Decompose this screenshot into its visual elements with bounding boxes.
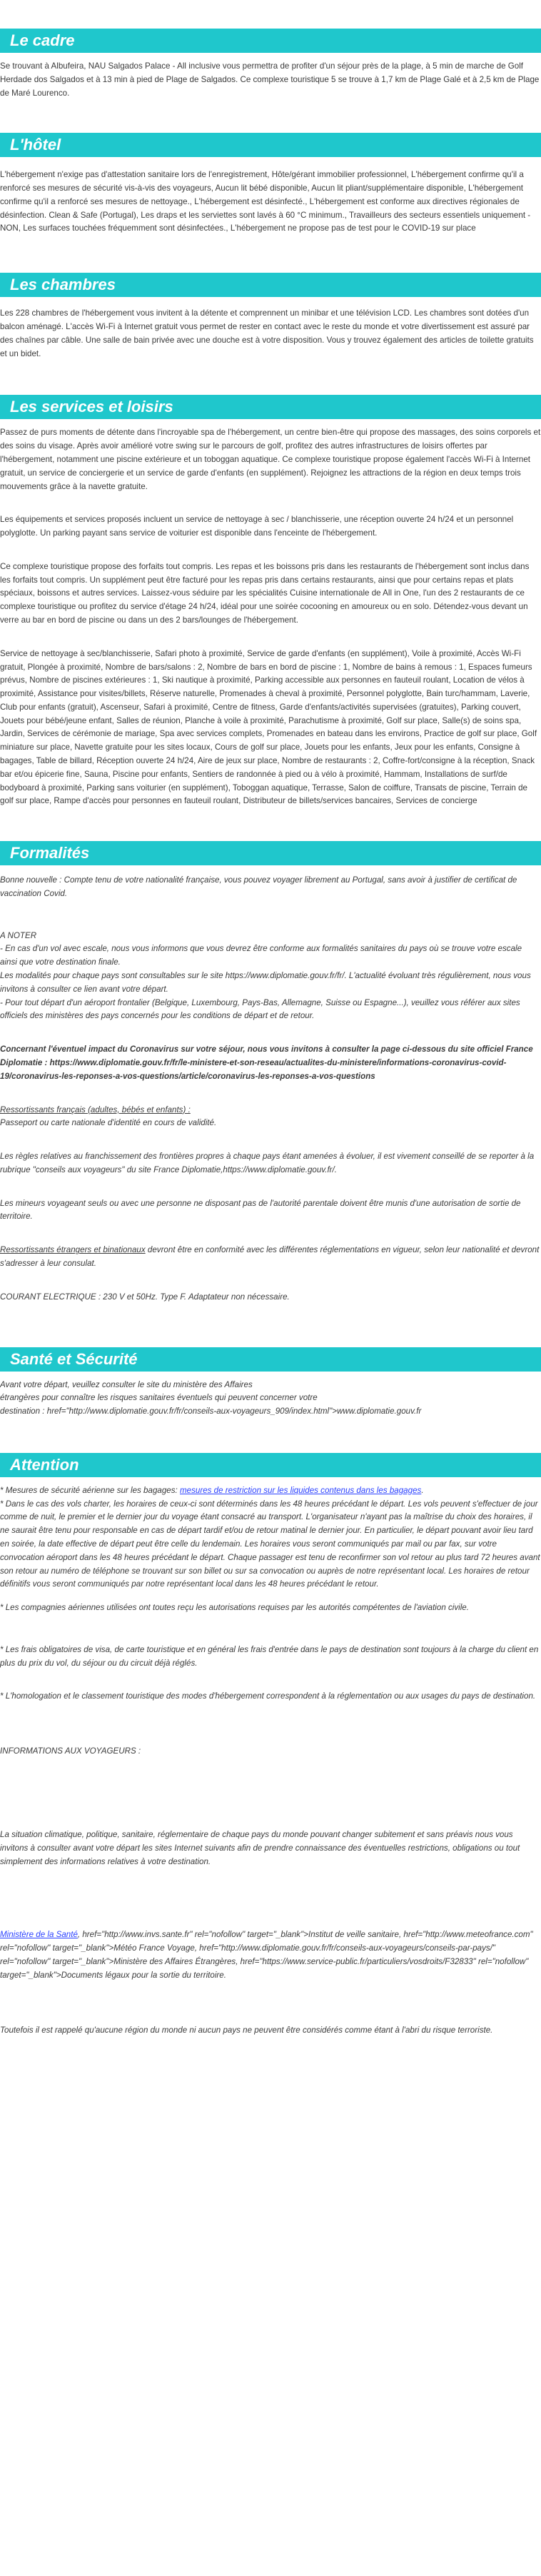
attention-paragraph-3: * Les compagnies aériennes utilisées ont toutes reçu les autorisations requises par les autorités compétentes de l'aviation civile. [0,1603,469,1613]
section-formalites [0,841,541,1321]
sante-text [0,1379,541,1419]
section-sante [0,1347,541,1436]
section-body-attention [0,1477,541,2054]
section-chambres [0,273,541,378]
formalites-note-heading: A NOTER [0,930,37,940]
section-title-cadre: Le cadre [0,29,541,53]
chambres-text: Les 228 chambres de l'hébergement vous invitent à la détente et comprennent un minibar et une télévision LCD. Les chambres sont dotées d'un balcon aménagé. L'accès Wi-Fi à Internet gratuit vous permet de rester en contact avec le reste du monde et votre divertissement est assuré par des chaînes par câble. Une salle de bain privée avec une douche est à votre disposition. Vous y trouvez également des articles de toilette gratuits et un bidet. [0,308,534,358]
services-paragraph-3: Ce complexe touristique propose des forfaits tout compris. Les repas et les boissons pris dans les restaurants de l'hébergement sont inclus dans les forfaits tout compris. Un supplément peut être facturé pour les repas pris dans certains restaurants, ainsi que pour certains repas et plats spéciaux, boissons et autres services. Laissez-vous séduire par les spécialités Cuisine internationale de All in One, l'un des 2 restaurants de ce complexe touristique ou profitez du service d'étage 24 h/24, idéal pour une soirée cocooning en amoureux ou en solo. Détendez-vous devant un verre au bar en bord de piscine ou dans un des 2 bars/lounges de l'hébergement. [0,561,530,625]
formalites-fr-heading: Ressortissants français (adultes, bébés et enfants) : [0,1105,191,1115]
formalites-rules: Les règles relatives au franchissement des frontières propres à chaque pays étant amenées à évoluer, il est vivement conseillé de se reporter à la rubrique "conseils aux voyageurs" du site France Diplomatie,https://www.diplomatie.gouv.fr/. [0,1152,535,1174]
section-title-formalites: Formalités [0,841,541,865]
section-body-sante [0,1372,541,1436]
hotel-text: L'hébergement n'exige pas d'attestation sanitaire lors de l'enregistrement, Hôte/gérant immobilier professionnel, L'hébergement confirme qu'il a renforcé ses mesures de sécurité vis-à-vis des voyageurs, Aucun lit bébé disponible, Aucun lit pliant/supplémentaire disponible, L'hébergement confirme qu'il a renforcé ses mesures de nettoyage., L'hébergement est désinfecté., L'hébergement est conforme aux directives régionales de désinfection. Clean & Safe (Portugal), Les draps et les serviettes sont lavés à 60 °C minimum., Travailleurs des secteurs essentiels uniquement - NON, Les surfaces touchées fréquemment sont désinfectées., L'hébergement ne propose pas de test pour le COVID-19 sur place [0,170,531,233]
section-title-chambres: Les chambres [0,273,541,297]
attention-paragraph-2: * Dans le cas des vols charter, les horaires de ceux-ci sont déterminés dans les 48 heures précédant le départ. Les vols peuvent s'effectuer de jour comme de nuit, le premier et le dernier jour du voyage étant consacré au transport. L'organisateur n'ayant pas la maîtrise du choix des horaires, il ne saurait être tenu pour responsable en cas de départ tardif et/ou de retour matinal le dernier jour. En particulier, le départ pouvant avoir lieu tard en soirée, la date effective de départ peut être celle du lendemain. Les horaires vous seront communiqués par mail ou par fax, sur votre convocation aéroport dans les 48 heures précédant le départ. Chaque passager est tenu de reconfirmer son vol retour au plus tard 72 heures avant son retour au numéro de téléphone se trouvant sur son billet ou sur sa convocation ou auprès de notre représentant local. Les horaires de retour définitifs vous seront communiqués par notre représentant local dans les 48 heures précédant le retour. [0,1499,540,1589]
attention-paragraph-5: * L'homologation et le classement touristique des modes d'hébergement correspondent à la réglementation ou aux usages du pays de destination. [0,1691,536,1701]
section-body-chambres [0,297,541,378]
sante-line-1: Avant votre départ, veuillez consulter le site du ministère des Affaires [0,1379,253,1389]
formalites-note-2: Les modalités pour chaque pays sont consultables sur le site https://www.diplomatie.gouv.fr/fr/. L'actualité évoluant très régulièrement, nous vous invitons à consulter ce lien avant votre départ. [0,971,531,994]
formalites-minors: Les mineurs voyageant seuls ou avec une personne ne disposant pas de l'autorité parentale doivent être munis d'une autorisation de sortie de territoire. [0,1198,521,1222]
section-title-attention: Attention [0,1453,541,1477]
liquids-restriction-link[interactable]: mesures de restriction sur les liquides contenus dans les bagages [179,1485,422,1495]
section-hotel [0,133,541,253]
services-paragraph-2: Les équipements et services proposés incluent un service de nettoyage à sec / blanchisserie, une réception ouverte 24 h/24 et un personnel polyglotte. Un parking payant sans service de voiturier est disponible dans l'enceinte de l'hébergement. [0,515,514,538]
formalites-foreign-text: devront être en conformité avec les différentes réglementations en vigueur, selon leur nationalité et devront s'adresser à leur consulat. [0,1245,540,1268]
ministere-sante-link[interactable]: Ministère de la Santé [0,1930,78,1940]
services-paragraph-4: Service de nettoyage à sec/blanchisserie, Safari photo à proximité, Service de garde d'enfants (en supplément), Voile à proximité, Accès Wi-Fi gratuit, Plongée à proximité, Nombre de bars/salons : 2, Nombre de bars en bord de piscine : 1, Nombre de bains à remous : 1, Espaces fumeurs prévus, Nombre de piscines extérieures : 1, Ski nautique à proximité, Parking accessible aux personnes en fauteuil roulant, Location de vélos à proximité, Assistance pour visites/billets, Réserve naturelle, Promenades à cheval à proximité, Personnel polyglotte, Bain turc/hammam, Laverie, Club pour enfants (gratuit), Ascenseur, Safari à proximité, Centre de fitness, Garde d'enfants/activités supervisées (gratuites), Parking couvert, Jouets pour bébé/jeune enfant, Salles de réunion, Planche à voile à proximité, Parachutisme à proximité, Golf sur place, Salle(s) de soins spa, Jardin, Services de cérémonie de mariage, Spa avec services complets, Promenades en bateau dans les environs, Practice de golf sur place, Golf miniature sur place, Navette gratuite pour les sites locaux, Cours de golf sur place, Jouets pour les enfants, Jeux pour les enfants, Consigne à bagages, Table de billard, Réception ouverte 24 h/24, Aire de jeux sur place, Nombre de restaurants : 2, Coffre-fort/consigne à la réception, Snack bar et/ou épicerie fine, Sauna, Piscine pour enfants, Sentiers de randonnée à pied ou à vélo à proximité, Hammam, Installations de surf/de bodyboard à proximité, Parking sans voiturier (en supplément), Toboggan aquatique, Terrasse, Salon de coiffure, Transats de piscine, Terrain de golf sur place, Rampe d'accès pour personnes en fauteuil roulant, Distributeur de billets/services bancaires, Services de concierge [0,648,537,806]
cadre-text: Se trouvant à Albufeira, NAU Salgados Palace - All inclusive vous permettra de profiter d'un séjour près de la plage, à 5 min de marche de Golf Herdade dos Salgados et à 13 min à pied de Plage de Salgados. Ce complexe touristique 5 se trouve à 1,7 km de Plage Galé et à 2,5 km de Plage de Maré Lourenco. [0,61,540,98]
attention-p1-after: . [421,1485,424,1495]
services-paragraph-1: Passez de purs moments de détente dans l'incroyable spa de l'hébergement, un centre bien-être qui propose des massages, des soins corporels et des soins du visage. Après avoir amélioré votre swing sur le parcours de golf, profitez des autres infrastructures de loisirs offertes par l'hébergement, notamment une piscine extérieure et un toboggan aquatique. Ce complexe touristique propose également l'accès Wi-Fi à Internet gratuit, un service de conciergerie et un service de garde d'enfants (en supplément). Rejoignez les attractions de la région en deux temps trois mouvements grâce à la navette gratuite. [0,428,541,491]
section-body-cadre [0,53,541,117]
section-body-formalites [0,865,541,1321]
section-cadre [0,0,541,117]
attention-p1-text: * Mesures de sécurité aérienne sur les bagages: [0,1485,180,1495]
formalites-coronavirus-block: Concernant l'éventuel impact du Coronavirus sur votre séjour, nous vous invitons à consulter la page ci-dessous du site officiel France Diplomatie : https://www.diplomatie.gouv.fr/fr/le-ministere-et-son-reseau/actualites-du-ministere/informations-coronavirus-covid-19/coronavirus-les-reponses-a-vos-questions/article/coronavirus-les-reponses-a-vos-questions [0,1045,533,1081]
attention-paragraph-7: Toutefois il est rappelé qu'aucune région du monde ni aucun pays ne peuvent être considérés comme étant à l'abri du risque terroriste. [0,2025,493,2035]
section-title-hotel: L'hôtel [0,133,541,157]
formalites-note-3: - Pour tout départ d'un aéroport frontalier (Belgique, Luxembourg, Pays-Bas, Allemagne, Suisse ou Espagne...), veuillez vous référer aux sites officiels des ministères des pays concernés pour les conditions de départ et de retour. [0,997,520,1021]
formalites-note-1: - En cas d'un vol avec escale, nous vous informons que vous devrez être conforme aux formalités sanitaires du pays où se trouve votre escale ainsi que votre destination finale. [0,944,522,967]
sante-line-3: destination : href="http://www.diplomatie.gouv.fr/fr/conseils-aux-voyageurs_909/index.html">www.diplomatie.gouv.fr [0,1407,422,1417]
attention-paragraph-6: La situation climatique, politique, sanitaire, réglementaire de chaque pays du monde pouvant changer subitement et sans préavis nous vous invitons à consulter avant votre départ les sites Internet suivants afin de prendre connaissance des éventuelles restrictions, obligations ou tout simplement des informations relatives à votre destination. [0,1830,520,1866]
formalites-current: COURANT ELECTRIQUE : 230 V et 50Hz. Type F. Adaptateur non nécessaire. [0,1292,290,1302]
formalites-foreign-heading: Ressortissants étrangers et binationaux [0,1245,146,1255]
section-attention [0,1453,541,2054]
section-title-sante: Santé et Sécurité [0,1347,541,1372]
section-body-services [0,419,541,825]
attention-links-paragraph [0,1928,541,1982]
attention-info-heading: INFORMATIONS AUX VOYAGEURS : [0,1746,141,1756]
formalites-intro: Bonne nouvelle : Compte tenu de votre nationalité française, vous pouvez voyager librement au Portugal, sans avoir à justifier de certificat de vaccination Covid. [0,875,517,898]
section-services [0,395,541,825]
section-body-hotel [0,157,541,253]
formalites-foreign [0,1244,541,1271]
attention-links-text: , href="http://www.invs.sante.fr" rel="nofollow" target="_blank">Institut de veille sanitaire, href="http://www.meteofrance.com" rel="nofollow" target="_blank">Météo France Voyage, href="http://www.diplomatie.gouv.fr/fr/conseils-aux-voyageurs/conseils-par-pays/" rel="nofollow" target="_blank">Ministère des Affaires Étrangères, href="https://www.service-public.fr/particuliers/vosdroits/F32833" rel="nofollow" target="_blank">Documents légaux pour la sortie du territoire. [0,1930,533,1980]
section-title-services: Les services et loisirs [0,395,541,419]
attention-paragraph-1 [0,1484,541,1498]
formalites-fr-text: Passeport ou carte nationale d'identité en cours de validité. [0,1118,217,1128]
sante-line-2: étrangères pour connaître les risques sanitaires éventuels qui peuvent concerner votre [0,1393,318,1403]
attention-paragraph-4: * Les frais obligatoires de visa, de carte touristique et en général les frais d'entrée dans le pays de destination sont toujours à la charge du client en plus du prix du vol, du séjour ou du circuit déjà réglés. [0,1644,539,1668]
